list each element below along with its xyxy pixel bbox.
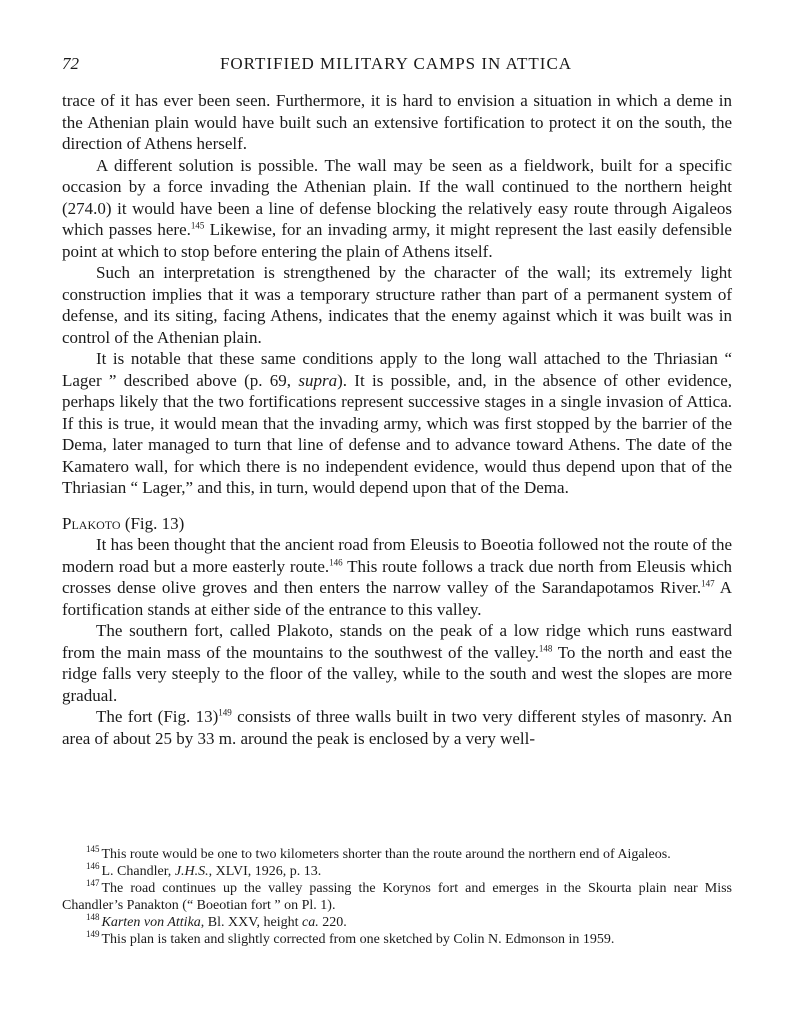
footnotes xyxy=(62,846,732,948)
running-head: FORTIFIED MILITARY CAMPS IN ATTICA xyxy=(219,54,573,73)
paragraph: A different solution is possible. The wall may be seen as a fieldwork, built for a specific occasion by a force invading the Athenian plain. If the wall continued to the northern height (274.0) it would have been a line of defense blocking the relatively easy route through Aigaleos which passes here.$^{145}$ Likewise, for an invading army, it might represent the last easily defensible point at which to stop before entering the plain of Athens itself. xyxy=(62,155,732,261)
paragraph: It is notable that these same conditions apply to the long wall attached to the Thriasian “ Lager ” described above (p. 69, supra). It is possible, and, in the absence of other evidence, perhaps likely that the two fortifications represent successive stages in a single invasion of Attica. If this is true, it would mean that the invading army, which was first stopped by the barrier of the Dema, later managed to turn that line of defense and to advance toward Athens. The date of the Kamatero wall, for which there is no independent evidence, would thus depend upon that of the Thriasian “ Lager,” and this, in turn, would depend upon that of the Dema. xyxy=(62,349,732,497)
footnote-ref[interactable]: 145 xyxy=(190,220,205,231)
body-text xyxy=(62,90,732,749)
footnote-ref[interactable]: 146 xyxy=(329,556,343,567)
footnote: $^{146}$ L. Chandler, J.H.S., XLVI, 1926, p. 13. xyxy=(86,861,322,879)
footnote-number: 146 xyxy=(86,861,100,872)
footnote: $^{147}$ The road continues up the valley passing the Korynos fort and emerges in the Skourta plain near Miss Chandler’s Panakton (“ Boeotian fort ” on Pl. 1). xyxy=(62,878,732,913)
page-header xyxy=(62,54,730,78)
section-figure-ref: (Fig. 13) xyxy=(120,513,185,533)
footnote: $^{149}$ This plan is taken and slightly corrected from one sketched by Colin N. Edmonson in 1959. xyxy=(86,929,615,947)
page-number: 72 xyxy=(62,54,79,73)
paragraph: It has been thought that the ancient road from Eleusis to Boeotia followed not the route of the modern road but a more easterly route.$^{146}$ This route follows a track due north from Eleusis which crosses dense olive groves and then enters the narrow valley of the Sarandapotamos River.$^{147}$ A fortification stands at either side of the entrance to this valley. xyxy=(62,535,732,619)
footnote: $^{145}$ This route would be one to two kilometers shorter than the route around the northern end of Aigaleos. xyxy=(86,844,671,862)
paragraph: Such an interpretation is strengthened by the character of the wall; its extremely light construction implies that it was a temporary structure rather than part of a permanent system of defense, and its siting, facing Athens, indicates that the enemy against which it was built was in control of the Athenian plain. xyxy=(62,263,732,347)
footnote: $^{148}$ Karten von Attika, Bl. XXV, height ca. 220. xyxy=(86,912,347,930)
section-title: Plakoto xyxy=(62,513,121,533)
footnote-number: 147 xyxy=(86,878,100,889)
section-heading xyxy=(62,513,732,535)
footnote-ref[interactable]: 147 xyxy=(701,578,715,589)
footnote-ref[interactable]: 149 xyxy=(218,707,232,718)
paragraph: trace of it has ever been seen. Furthermore, it is hard to envision a situation in which a deme in the Athenian plain would have built such an extensive fortification to protect it on the south, the direction of Athens herself. xyxy=(62,91,732,153)
footnote-number: 148 xyxy=(86,912,100,923)
footnote-number: 145 xyxy=(86,844,100,855)
paragraph: The southern fort, called Plakoto, stands on the peak of a low ridge which runs eastward from the main mass of the mountains to the southwest of the valley.$^{148}$ To the north and east the ridge falls very steeply to the floor of the valley, while to the south and west the slopes are more gradual. xyxy=(62,621,732,705)
footnote-ref[interactable]: 148 xyxy=(538,642,553,653)
paragraph: The fort (Fig. 13)$^{149}$ consists of three walls built in two very different styles of masonry. An area of about 25 by 33 m. around the peak is enclosed by a very well- xyxy=(62,707,732,748)
footnote-number: 149 xyxy=(86,929,100,940)
